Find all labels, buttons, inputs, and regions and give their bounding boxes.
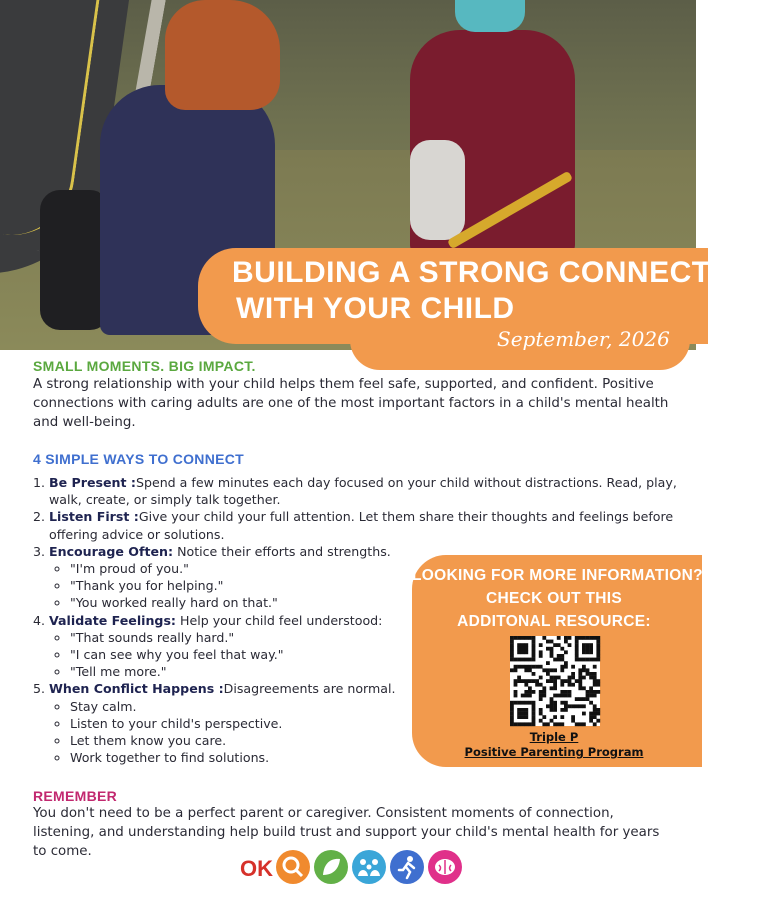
runner-icon — [390, 850, 424, 884]
qr-code-icon[interactable] — [510, 636, 600, 726]
sub-list-item: ◦ Listen to your child's perspective. — [70, 715, 409, 732]
ways-heading: 4 SIMPLE WAYS TO CONNECT — [33, 451, 245, 467]
list-item-title: Encourage Often: — [49, 543, 174, 559]
resource-link-line1[interactable]: Triple P — [529, 730, 579, 744]
resource-link-line2[interactable]: Positive Parenting Program — [464, 745, 644, 759]
remember-text: You don't need to be a perfect parent or caregiver. Consistent moments of connection, listening, and understanding help build trust and support your child's mental health for years to come. — [33, 806, 660, 859]
sub-list-item: ◦ Stay calm. — [70, 698, 409, 715]
family-icon — [352, 850, 386, 884]
list-item — [49, 543, 409, 612]
page-title-line1: BUILDING A STRONG CONNECTION — [232, 256, 765, 289]
sub-list-item: ◦ "Tell me more." — [70, 663, 409, 680]
ok-logo-icon — [238, 850, 272, 884]
list-item-text: Disagreements are normal. — [223, 681, 396, 697]
brain-icon — [428, 850, 462, 884]
sub-list-item: ◦ Work together to find solutions. — [70, 749, 409, 766]
sub-list — [49, 698, 409, 767]
resource-line1: LOOKING FOR MORE INFORMATION? — [412, 567, 703, 584]
remember-heading: REMEMBER — [33, 788, 118, 804]
list-item-title: Validate Feelings: — [49, 612, 176, 628]
resource-box — [412, 555, 702, 767]
list-item-text: Notice their efforts and strengths. — [173, 543, 391, 559]
list-item-text: Help your child feel understood: — [175, 612, 383, 628]
sub-list-item: ◦ "Thank you for helping." — [70, 577, 409, 594]
page-title-line2: WITH YOUR CHILD — [236, 292, 515, 325]
resource-line3: ADDITONAL RESOURCE: — [457, 613, 651, 630]
list-item-title: Be Present : — [49, 475, 136, 490]
list-item-title: When Conflict Happens : — [49, 681, 224, 697]
sub-list-item: ◦ "I can see why you feel that way." — [70, 646, 409, 663]
sub-list-item: ◦ "You worked really hard on that." — [70, 594, 409, 611]
list-item-text: Give your child your full attention. Let them share their thoughts and feelings before offering advice or solutions. — [49, 509, 674, 542]
list-item — [49, 474, 689, 508]
child-hair — [165, 0, 280, 110]
issue-date: September, 2026 — [497, 327, 670, 351]
adult-sleeve — [410, 140, 465, 240]
sub-list — [49, 560, 409, 612]
cap — [455, 0, 525, 32]
sub-list — [49, 629, 409, 681]
list-item — [49, 508, 689, 542]
sub-list-item: ◦ "That sounds really hard." — [70, 629, 409, 646]
leaf-icon — [314, 850, 348, 884]
resource-line2: CHECK OUT THIS — [486, 590, 622, 607]
sub-list-item: ◦ Let them know you care. — [70, 732, 409, 749]
intro-heading: SMALL MOMENTS. BIG IMPACT. — [33, 358, 256, 374]
svg-text:OK: OK — [240, 856, 273, 881]
sub-list-item: ◦ "I'm proud of you." — [70, 560, 409, 577]
list-item — [49, 680, 409, 766]
list-item-text: Spend a few minutes each day focused on your child without distractions. Read, play, walk, create, or simply talk together. — [49, 475, 677, 508]
search-icon — [276, 850, 310, 884]
list-item — [49, 612, 409, 681]
intro-text: A strong relationship with your child helps them feel safe, supported, and confident. Positive connections with caring adults are one of the most important factors in a child's mental health and well-being. — [33, 377, 669, 430]
list-item-title: Listen First : — [49, 509, 139, 525]
footer-icons — [238, 850, 462, 886]
